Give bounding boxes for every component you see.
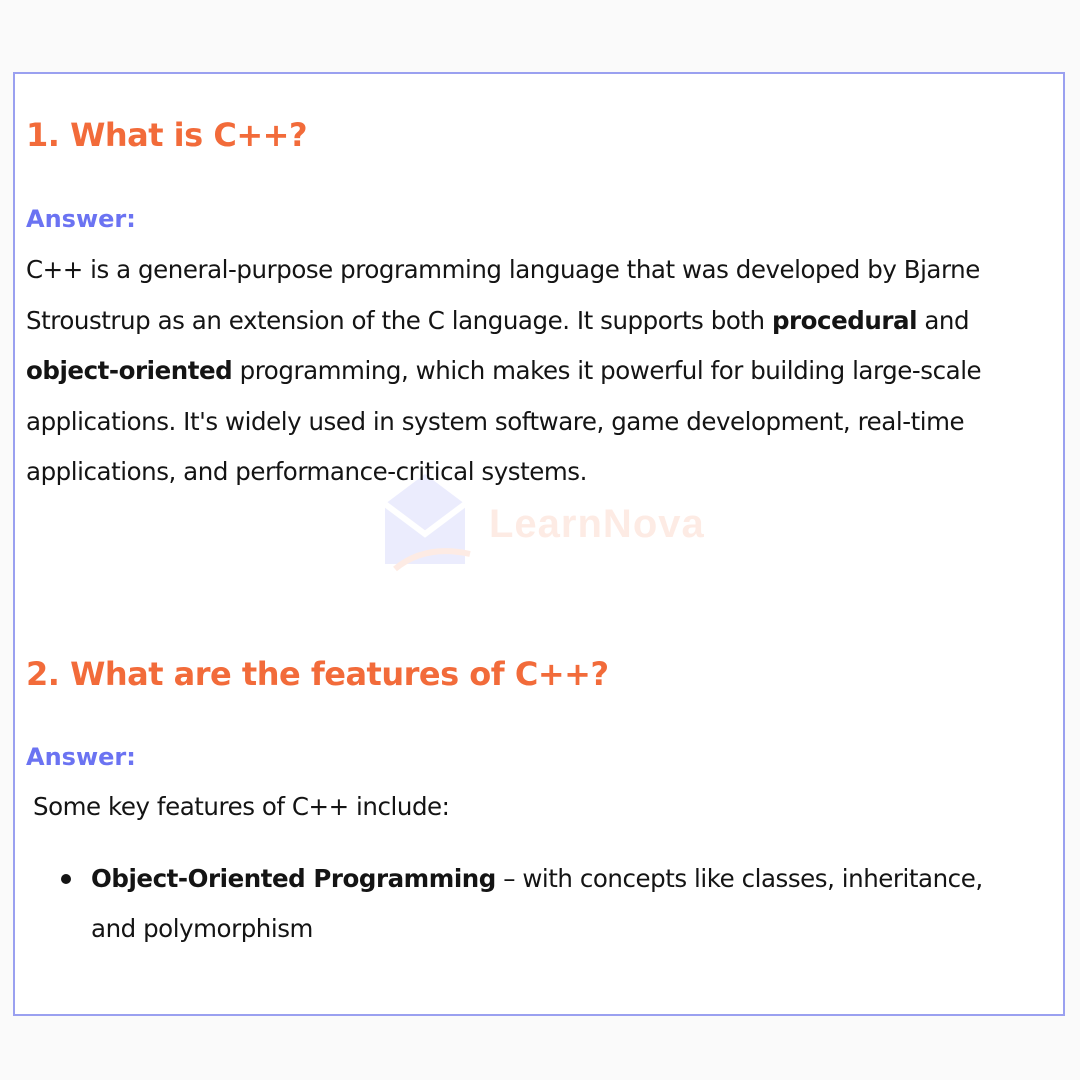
qa-card: [13, 72, 1065, 1016]
bold-term-procedural: procedural: [771, 305, 918, 335]
question-2-answer-label: Answer:: [26, 743, 136, 771]
feature-list: [15, 854, 1055, 954]
feature-term: Object-Oriented Programming: [91, 864, 496, 893]
question-2-heading: 2. What are the features of C++?: [26, 655, 609, 693]
feature-description: – with concepts like classes, inheritance, and polymorphism: [91, 864, 983, 943]
answer-text-segment: C++ is a general-purpose programming language that was developed by Bjarne Stroustrup as an extension of the C language. It supports both: [26, 255, 980, 335]
bullet-icon: [61, 874, 71, 884]
question-2-lead-in: Some key features of C++ include:: [33, 792, 450, 821]
answer-text-segment: and: [917, 305, 970, 335]
watermark-brand: LearnNova: [489, 501, 705, 546]
answer-text-segment: programming, which makes it powerful for building large-scale applications. It's widely used in system software, game development, real-time applications, and performance-critical systems.: [26, 356, 982, 486]
feature-list-item: [15, 854, 991, 954]
question-1-answer-label: Answer:: [26, 205, 136, 233]
bold-term-object-oriented: object-oriented: [26, 356, 233, 385]
question-1-answer-text: [26, 245, 1051, 498]
question-1-heading: 1. What is C++?: [26, 116, 307, 154]
